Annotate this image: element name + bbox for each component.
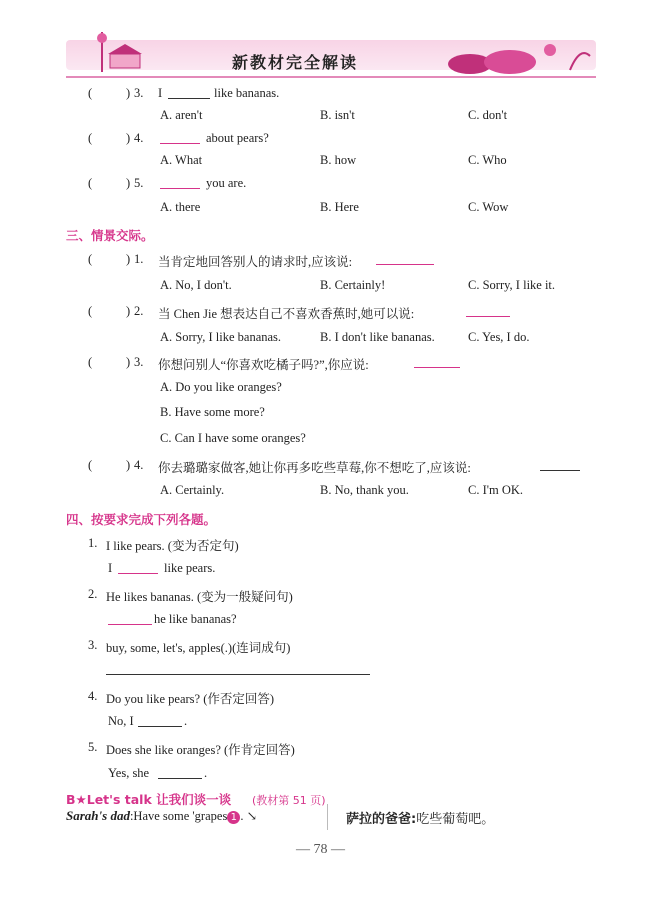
section-heading: 三、情景交际。 bbox=[66, 228, 154, 243]
question-post: about pears? bbox=[206, 131, 269, 145]
answer-post: . bbox=[204, 766, 208, 780]
answer-post: he like bananas? bbox=[154, 612, 237, 626]
talk-divider bbox=[327, 804, 328, 830]
paren-open: ( bbox=[88, 86, 93, 100]
option-a: A. there bbox=[160, 200, 201, 214]
option-b: B. I don't like bananas. bbox=[320, 330, 435, 344]
question-pre: I bbox=[158, 86, 163, 100]
answer-blank[interactable] bbox=[466, 306, 510, 317]
option-b: B. Here bbox=[320, 200, 359, 214]
question-text: He likes bananas. (变为一般疑问句) bbox=[106, 590, 293, 604]
paren-open: ( bbox=[88, 458, 93, 472]
paren-close: ) bbox=[126, 252, 131, 266]
option-c: C. Can I have some oranges? bbox=[160, 431, 306, 445]
question-text: Does she like oranges? (作肯定回答) bbox=[106, 743, 295, 757]
question-number: 1. bbox=[134, 252, 144, 266]
paren-close: ) bbox=[126, 131, 131, 145]
question-number: 3. bbox=[134, 86, 144, 100]
option-c: C. Sorry, I like it. bbox=[468, 278, 556, 292]
dialogue-text: :Have some 'grapes bbox=[129, 809, 228, 823]
option-b: B. how bbox=[320, 153, 357, 167]
answer-blank[interactable] bbox=[138, 716, 182, 727]
question-post: like bananas. bbox=[214, 86, 280, 100]
section-heading: 四、按要求完成下列各题。 bbox=[66, 512, 217, 527]
option-a: A. Do you like oranges? bbox=[160, 380, 282, 394]
paren-close: ) bbox=[126, 176, 131, 190]
answer-blank[interactable] bbox=[414, 357, 460, 368]
answer-pre: I bbox=[108, 561, 113, 575]
option-a: A. Certainly. bbox=[160, 483, 225, 497]
flower-illustration bbox=[430, 36, 600, 76]
note-marker[interactable]: 1 bbox=[227, 811, 240, 824]
tree-house-illustration bbox=[84, 28, 154, 76]
talk-line-english bbox=[66, 808, 257, 824]
option-c: C. I'm OK. bbox=[468, 483, 524, 497]
answer-line[interactable] bbox=[106, 674, 370, 675]
paren-open: ( bbox=[88, 252, 93, 266]
question-text: Do you like pears? (作否定回答) bbox=[106, 692, 275, 706]
option-b: B. isn't bbox=[320, 108, 355, 122]
page-header-title: 新教材完全解读 bbox=[232, 53, 359, 72]
question-number: 5. bbox=[134, 176, 144, 190]
question-text: 当肯定地回答别人的请求时,应该说: bbox=[158, 255, 353, 269]
answer-blank[interactable] bbox=[118, 563, 158, 574]
option-b: B. Have some more? bbox=[160, 405, 265, 419]
paren-open: ( bbox=[88, 355, 93, 369]
question-number: 1. bbox=[88, 536, 98, 550]
question-number: 2. bbox=[134, 304, 144, 318]
answer-blank[interactable] bbox=[158, 768, 202, 779]
paren-open: ( bbox=[88, 131, 93, 145]
question-number: 3. bbox=[134, 355, 144, 369]
answer-blank[interactable] bbox=[160, 133, 200, 144]
question-post: you are. bbox=[206, 176, 247, 190]
question-number: 4. bbox=[134, 131, 144, 145]
option-c: C. Who bbox=[468, 153, 507, 167]
paren-open: ( bbox=[88, 176, 93, 190]
paren-close: ) bbox=[126, 304, 131, 318]
option-c: C. Yes, I do. bbox=[468, 330, 530, 344]
answer-pre: No, I bbox=[108, 714, 134, 728]
cn-speaker: 萨拉的爸爸: bbox=[346, 812, 417, 827]
answer-blank[interactable] bbox=[540, 460, 580, 471]
option-b: B. Certainly! bbox=[320, 278, 386, 292]
question-text: 你去璐璐家做客,她让你再多吃些草莓,你不想吃了,应该说: bbox=[158, 461, 471, 475]
option-c: C. don't bbox=[468, 108, 508, 122]
option-a: A. Sorry, I like bananas. bbox=[160, 330, 282, 344]
option-c: C. Wow bbox=[468, 200, 509, 214]
cn-dialogue: 吃些葡萄吧。 bbox=[416, 812, 495, 827]
question-number: 4. bbox=[88, 689, 98, 703]
answer-post: like pears. bbox=[164, 561, 216, 575]
question-number: 2. bbox=[88, 587, 98, 601]
page-number: — 78 — bbox=[296, 842, 345, 857]
answer-blank[interactable] bbox=[108, 614, 152, 625]
option-a: A. What bbox=[160, 153, 203, 167]
paren-close: ) bbox=[126, 86, 131, 100]
question-number: 5. bbox=[88, 740, 98, 754]
answer-pre: Yes, she bbox=[108, 766, 150, 780]
answer-blank[interactable] bbox=[376, 254, 434, 265]
talk-heading: B★Let's talk 让我们谈一谈 bbox=[66, 792, 232, 807]
question-number: 4. bbox=[134, 458, 144, 472]
question-text: I like pears. (变为否定句) bbox=[106, 539, 239, 553]
talk-line-chinese bbox=[346, 808, 494, 827]
speaker-name: Sarah's dad bbox=[66, 808, 130, 823]
header-divider bbox=[66, 76, 596, 78]
answer-post: . bbox=[184, 714, 188, 728]
textbook-reference: (教材第 51 页) bbox=[252, 794, 326, 807]
answer-blank[interactable] bbox=[160, 178, 200, 189]
answer-blank[interactable] bbox=[168, 88, 210, 99]
option-a: A. No, I don't. bbox=[160, 278, 232, 292]
paren-open: ( bbox=[88, 304, 93, 318]
question-number: 3. bbox=[88, 638, 98, 652]
question-text: 你想问别人“你喜欢吃橘子吗?”,你应说: bbox=[158, 358, 369, 372]
option-a: A. aren't bbox=[160, 108, 203, 122]
intonation-arrow: . ↘ bbox=[240, 809, 258, 823]
paren-close: ) bbox=[126, 458, 131, 472]
option-b: B. No, thank you. bbox=[320, 483, 409, 497]
question-text: buy, some, let's, apples(.)(连词成句) bbox=[106, 641, 291, 655]
paren-close: ) bbox=[126, 355, 131, 369]
question-text: 当 Chen Jie 想表达自己不喜欢香蕉时,她可以说: bbox=[158, 307, 415, 321]
